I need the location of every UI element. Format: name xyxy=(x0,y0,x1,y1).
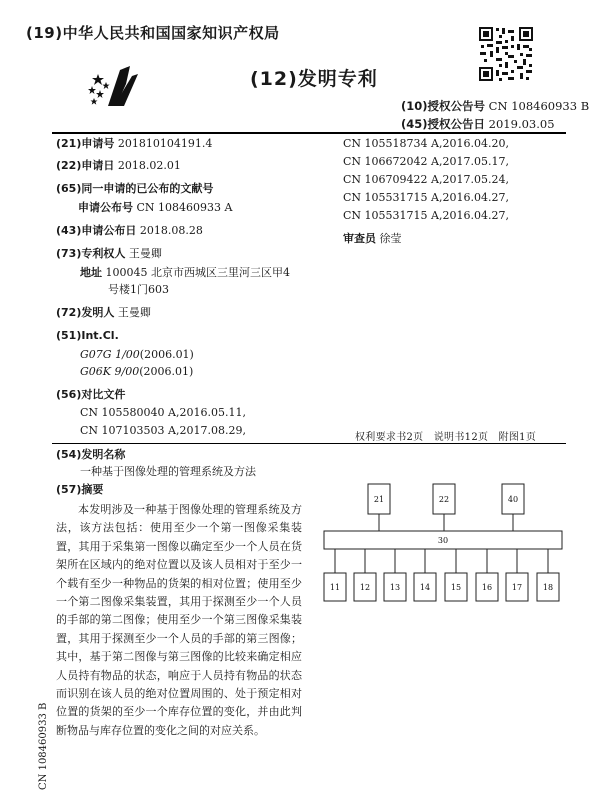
invention-title: 一种基于图像处理的管理系统及方法 xyxy=(80,465,256,478)
address xyxy=(80,265,290,281)
examiner-label: 审查员 xyxy=(343,232,376,245)
vertical-patent-id: CN 108460933 B xyxy=(38,702,49,790)
inventor xyxy=(56,305,151,321)
citation-left-1: CN 105580040 A,2016.05.11, xyxy=(80,406,246,419)
patentee-label: (73)专利权人 xyxy=(56,247,126,260)
pub-no-value: CN 108460933 A xyxy=(136,201,233,214)
publication-number xyxy=(78,200,232,216)
examiner-value: 徐莹 xyxy=(379,232,402,245)
label-14: 14 xyxy=(419,583,431,592)
ipc-2-code: G06K 9/00 xyxy=(80,365,140,378)
label-22: 22 xyxy=(438,495,450,504)
address-line-1: 100045 北京市西城区三里河三区甲4 xyxy=(105,266,290,279)
patentee xyxy=(56,246,162,262)
header-rule xyxy=(52,132,566,134)
ipc-1 xyxy=(80,347,194,363)
grant-pub-no-label: (10)授权公告号 xyxy=(401,99,486,113)
citation-left-2: CN 107103503 A,2017.08.29, xyxy=(80,424,246,437)
app-no-label: (21)申请号 xyxy=(56,137,115,150)
document-type: (12)发明专利 xyxy=(250,68,378,90)
citation-right-4: CN 105531715 A,2016.04.27, xyxy=(343,191,509,204)
qr-code xyxy=(478,26,534,82)
abstract-label: (57)摘要 xyxy=(56,483,104,496)
application-date xyxy=(56,158,181,174)
title-label: (54)发明名称 xyxy=(56,448,126,461)
inventor-value: 王曼卿 xyxy=(117,306,151,319)
grant-pub-date xyxy=(401,116,555,132)
examiner xyxy=(343,231,402,247)
app-date-label: (22)申请日 xyxy=(56,159,115,172)
citation-right-2: CN 106672042 A,2017.05.17, xyxy=(343,155,509,168)
inventor-label: (72)发明人 xyxy=(56,306,115,319)
application-number xyxy=(56,136,212,152)
label-13: 13 xyxy=(389,583,401,592)
abstract-text: 本发明涉及一种基于图像处理的管理系统及方法，该方法包括：使用至少一个第一图像采集装置，其用于采集第一图像以确定至少一个人员在货架所在区域内的绝对位置以及该人员相对于至少一个载有至少一种物品的货架的相对位置；使用至少一个第二图像采集装置，其用于探测至少一个人员的手部的第二图像；使用至少一个第三图像采集装置，其用于探测至少一个人员的手部的第三图像；其中，基于第二图像与第三图像的比较来确定相应人员持有物品的状态，响应于人员持有物品的状态而识别在该人员的绝对位置周围的、处于预定相对位置的货架的至少一个库存位置的变化，并由此判断物品与库存位置的变化之间的对应关系。 xyxy=(56,503,302,737)
label-11: 11 xyxy=(329,583,341,592)
label-17: 17 xyxy=(511,583,523,592)
citations-label: (56)对比文件 xyxy=(56,388,126,401)
pub-date-label: (43)申请公布日 xyxy=(56,224,137,237)
pub-date-value: 2018.08.28 xyxy=(139,224,203,237)
label-30: 30 xyxy=(437,536,449,545)
patent-office-logo xyxy=(86,62,146,108)
ipc-1-code: G07G 1/00 xyxy=(80,348,140,361)
grant-pub-date-value: 2019.03.05 xyxy=(488,117,555,131)
label-40: 40 xyxy=(507,495,519,504)
grant-pub-no-value: CN 108460933 B xyxy=(488,99,590,113)
section-rule xyxy=(52,443,566,444)
app-date-value: 2018.02.01 xyxy=(117,159,181,172)
label-12: 12 xyxy=(359,583,371,592)
intcl-label: (51)Int.Cl. xyxy=(56,329,119,342)
ipc-2 xyxy=(80,364,193,380)
ipc-1-version: (2006.01) xyxy=(139,348,194,361)
ipc-2-version: (2006.01) xyxy=(139,365,194,378)
publication-date xyxy=(56,223,203,239)
prior-publication-label: (65)同一申请的已公布的文献号 xyxy=(56,182,214,195)
address-label: 地址 xyxy=(80,266,102,279)
page-counts: 权利要求书2页 说明书12页 附图1页 xyxy=(355,432,537,443)
office-title: (19)中华人民共和国国家知识产权局 xyxy=(26,24,280,42)
citation-right-1: CN 105518734 A,2016.04.20, xyxy=(343,137,509,150)
grant-pub-date-label: (45)授权公告日 xyxy=(401,117,486,131)
grant-pub-number xyxy=(401,98,589,114)
app-no-value: 201810104191.4 xyxy=(117,137,213,150)
address-line-2: 号楼1门603 xyxy=(108,283,169,296)
citation-right-5: CN 105531715 A,2016.04.27, xyxy=(343,209,509,222)
patentee-value: 王曼卿 xyxy=(128,247,162,260)
system-diagram xyxy=(318,480,568,612)
citation-right-3: CN 106709422 A,2017.05.24, xyxy=(343,173,509,186)
pub-no-label: 申请公布号 xyxy=(78,201,133,214)
label-18: 18 xyxy=(542,583,554,592)
label-16: 16 xyxy=(481,583,493,592)
label-21: 21 xyxy=(373,495,385,504)
label-15: 15 xyxy=(450,583,462,592)
